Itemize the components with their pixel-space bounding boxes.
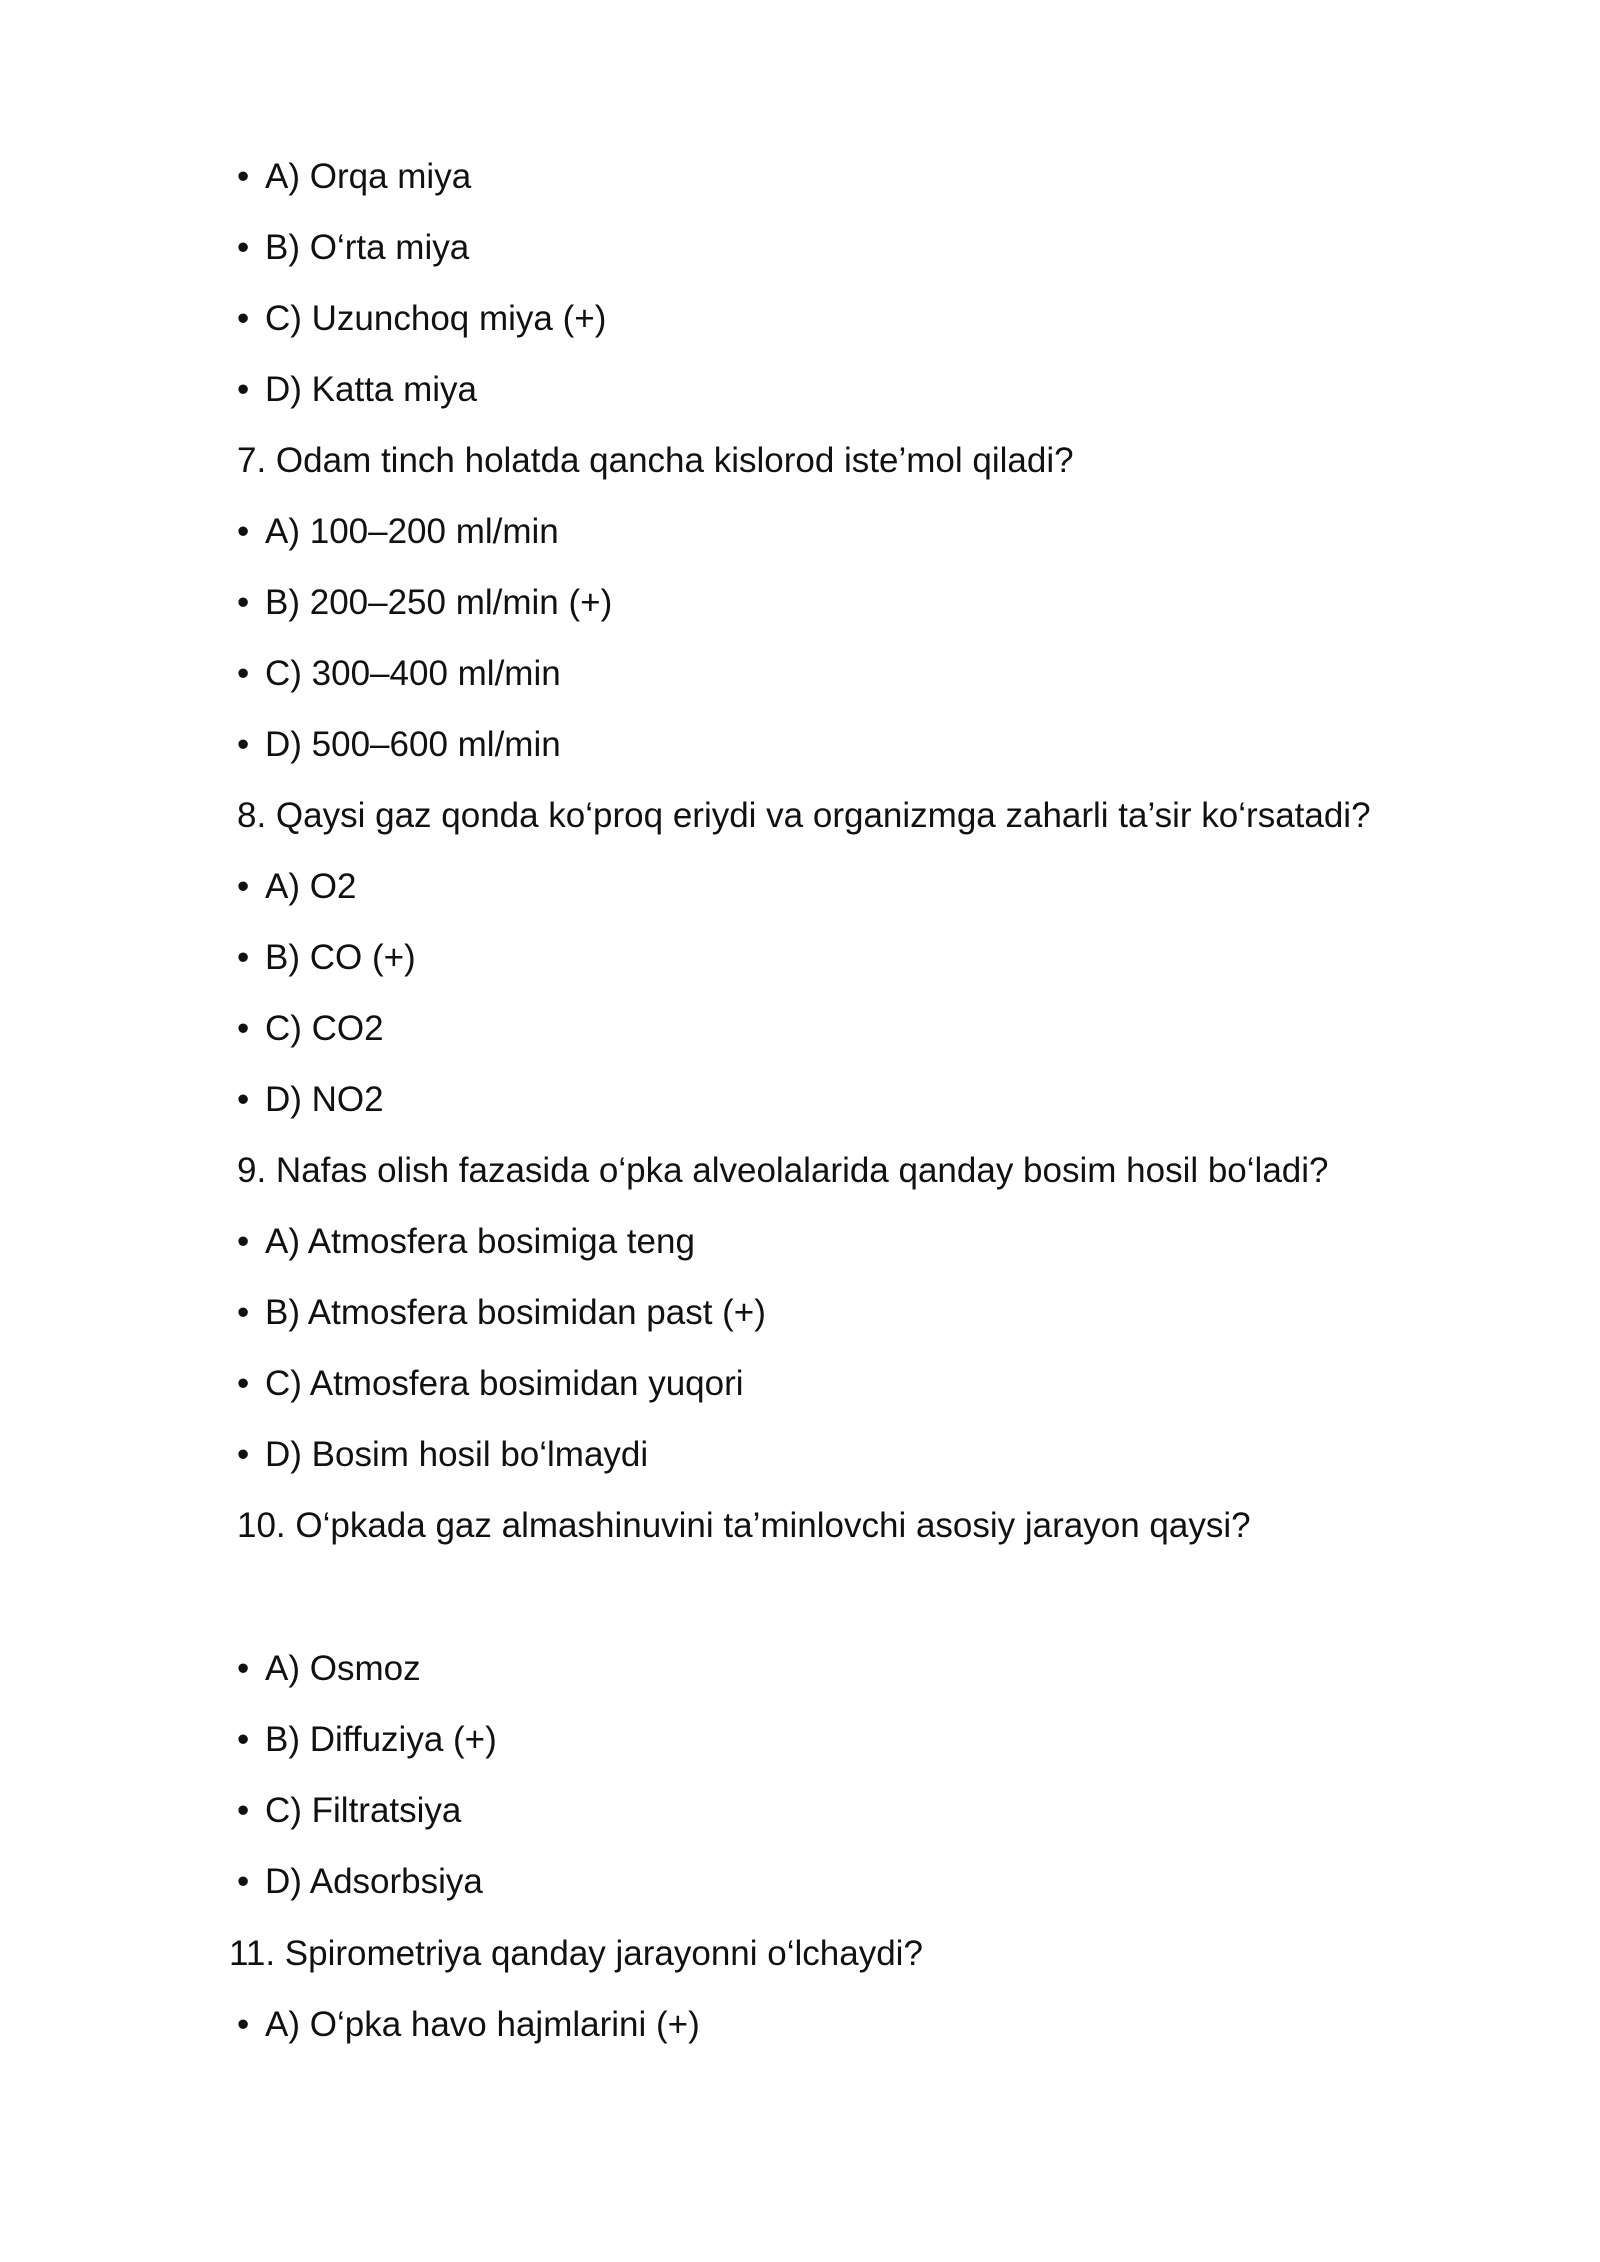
option-text: B) CO (+) xyxy=(265,938,416,977)
bullet-icon: • xyxy=(237,228,250,267)
option-text: C) 300–400 ml/min xyxy=(265,654,561,693)
option-text: B) O‘rta miya xyxy=(265,228,470,267)
option-text: D) Katta miya xyxy=(265,370,477,409)
question-7: 7. Odam tinch holatda qancha kislorod iste’mol qiladi? xyxy=(237,441,1074,480)
option-text: A) O2 xyxy=(265,867,357,906)
bullet-icon: • xyxy=(237,157,250,196)
answer-option xyxy=(237,368,477,412)
answer-option xyxy=(237,1220,695,1264)
option-text: B) 200–250 ml/min (+) xyxy=(265,583,613,622)
answer-option xyxy=(237,1860,483,1904)
bullet-icon: • xyxy=(237,1435,250,1474)
option-text: D) Bosim hosil bo‘lmaydi xyxy=(265,1435,649,1474)
question-8: 8. Qaysi gaz qonda ko‘proq eriydi va organizmga zaharli ta’sir ko‘rsatadi? xyxy=(237,796,1371,835)
option-text: B) Atmosfera bosimidan past (+) xyxy=(265,1293,766,1332)
bullet-icon: • xyxy=(237,583,250,622)
answer-option xyxy=(237,2003,700,2047)
bullet-icon: • xyxy=(237,1080,250,1119)
answer-option xyxy=(237,1291,766,1335)
answer-option xyxy=(237,226,469,270)
answer-option xyxy=(237,1718,497,1762)
bullet-icon: • xyxy=(237,1009,250,1048)
question-11: 11. Spirometriya qanday jarayonni o‘lchaydi? xyxy=(229,1934,923,1973)
answer-option xyxy=(237,1362,744,1406)
option-text: A) Osmoz xyxy=(265,1649,421,1688)
bullet-icon: • xyxy=(237,2005,250,2044)
bullet-icon: • xyxy=(237,1649,250,1688)
bullet-icon: • xyxy=(237,1364,250,1403)
answer-option xyxy=(237,652,561,696)
option-text: C) Atmosfera bosimidan yuqori xyxy=(265,1364,744,1403)
bullet-icon: • xyxy=(237,1720,250,1759)
answer-option xyxy=(237,297,606,341)
answer-option xyxy=(237,1789,461,1833)
bullet-icon: • xyxy=(237,938,250,977)
option-text: D) 500–600 ml/min xyxy=(265,725,561,764)
option-text: D) Adsorbsiya xyxy=(265,1862,483,1901)
answer-option xyxy=(237,155,471,199)
bullet-icon: • xyxy=(237,1222,250,1261)
bullet-icon: • xyxy=(237,1862,250,1901)
bullet-icon: • xyxy=(237,867,250,906)
answer-option xyxy=(237,581,612,625)
answer-option xyxy=(237,510,559,554)
option-text: B) Diffuziya (+) xyxy=(265,1720,497,1759)
answer-option xyxy=(237,1007,384,1051)
bullet-icon: • xyxy=(237,512,250,551)
bullet-icon: • xyxy=(237,370,250,409)
answer-option xyxy=(237,1433,648,1477)
question-10: 10. O‘pkada gaz almashinuvini ta’minlovchi asosiy jarayon qaysi? xyxy=(237,1506,1251,1545)
answer-option xyxy=(237,1647,421,1691)
answer-option xyxy=(237,865,356,909)
answer-option xyxy=(237,1078,384,1122)
option-text: A) 100–200 ml/min xyxy=(265,512,559,551)
option-text: D) NO2 xyxy=(265,1080,384,1119)
option-text: C) Filtratsiya xyxy=(265,1791,462,1830)
option-text: C) CO2 xyxy=(265,1009,384,1048)
question-9: 9. Nafas olish fazasida o‘pka alveolalarida qanday bosim hosil bo‘ladi? xyxy=(237,1151,1329,1190)
bullet-icon: • xyxy=(237,1293,250,1332)
answer-option xyxy=(237,936,416,980)
option-text: A) O‘pka havo hajmlarini (+) xyxy=(265,2005,700,2044)
option-text: A) Orqa miya xyxy=(265,157,472,196)
answer-option xyxy=(237,723,561,767)
bullet-icon: • xyxy=(237,299,250,338)
bullet-icon: • xyxy=(237,1791,250,1830)
bullet-icon: • xyxy=(237,654,250,693)
option-text: C) Uzunchoq miya (+) xyxy=(265,299,607,338)
option-text: A) Atmosfera bosimiga teng xyxy=(265,1222,695,1261)
bullet-icon: • xyxy=(237,725,250,764)
